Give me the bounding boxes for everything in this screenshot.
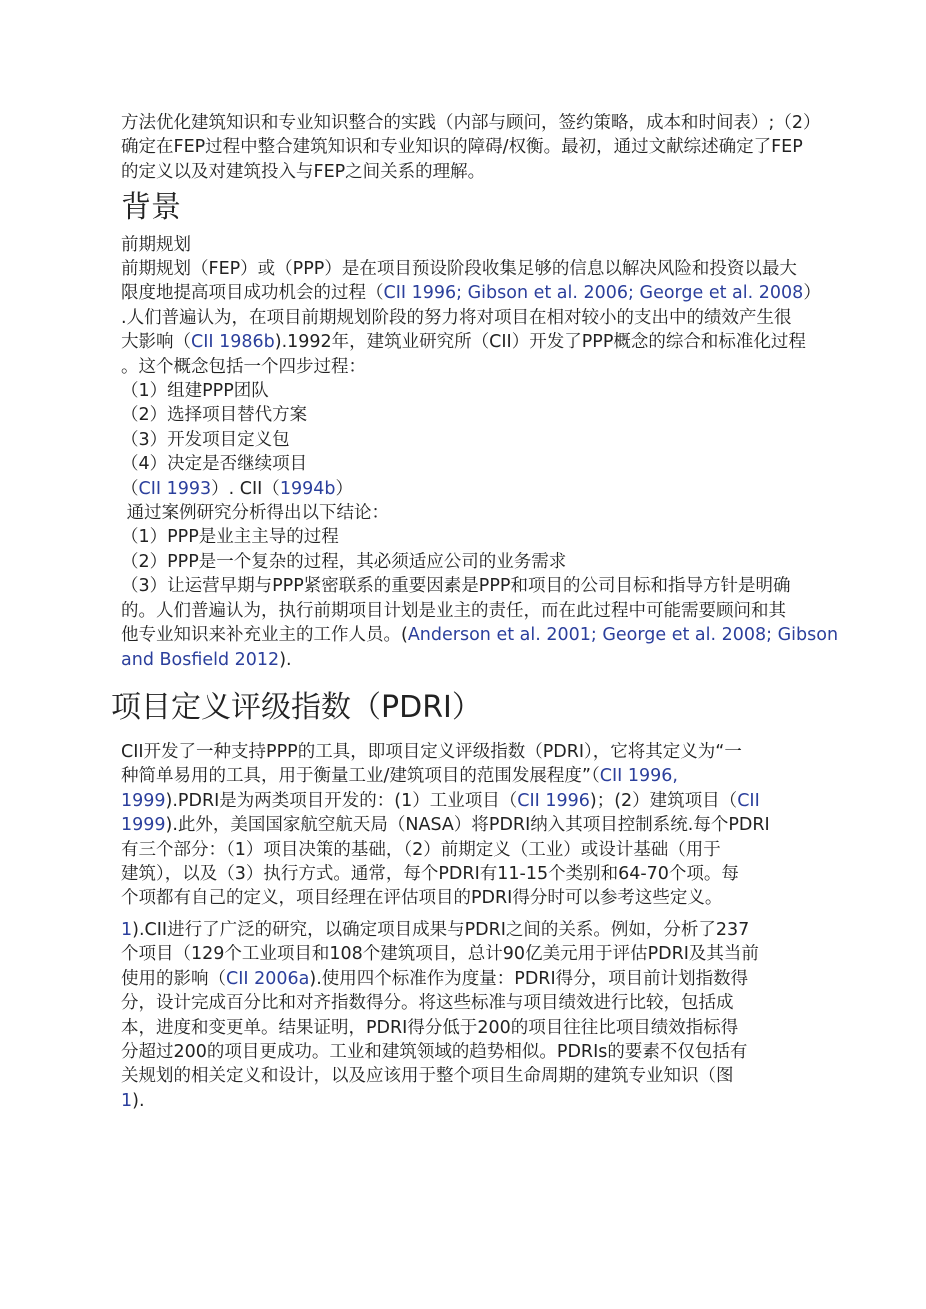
- step-item: （4）决定是否继续项目: [121, 454, 308, 475]
- text-run: 限度地提高项目成功机会的过程（: [121, 283, 384, 304]
- text-run: ).: [132, 1090, 145, 1111]
- body-line: 的。人们普遍认为，执行前期项目计划是业主的责任，而在此过程中可能需要顾问和其: [121, 600, 786, 621]
- body-line: 。这个概念包括一个四步过程：: [121, 356, 366, 377]
- body-line: [121, 813, 781, 837]
- body-line: [121, 764, 781, 788]
- intro-paragraph: [121, 111, 851, 184]
- text-run: ).此外，美国国家航空航天局（NASA）将PDRI纳入其项目控制系统.每个PDRI: [165, 815, 770, 836]
- body-line: [121, 648, 851, 672]
- citation-link[interactable]: 1999: [121, 790, 166, 811]
- intro-line: 确定在FEP过程中整合建筑知识和专业知识的障碍/权衡。最初，通过文献综述确定了FEP: [121, 137, 803, 158]
- body-line: [121, 1089, 781, 1113]
- text-run: ）. CII（: [211, 478, 280, 499]
- citation-link[interactable]: CII 1996: [517, 790, 590, 811]
- intro-line: 方法优化建筑知识和专业知识整合的实践（内部与顾问，签约策略，成本和时间表）;（2）: [121, 113, 821, 133]
- body-line: 关规划的相关定义和设计，以及应该用于整个项目生命周期的建筑专业知识（图: [121, 1066, 734, 1087]
- text-run: 他专业知识来补充业主的工作人员。(: [121, 625, 408, 646]
- text-run: ).PDRI是为两类项目开发的：(1）工业项目（: [165, 790, 518, 811]
- text-run: ).使用四个标准作为度量：PDRI得分，项目前计划指数得: [309, 968, 749, 989]
- citation-link[interactable]: 1994b: [279, 478, 336, 499]
- body-line: .人们普遍认为，在项目前期规划阶段的努力将对项目在相对较小的支出中的绩效产生很: [121, 307, 792, 328]
- body-line: [121, 330, 851, 354]
- body-line: 前期规划（FEP）或（PPP）是在项目预设阶段收集足够的信息以解决风险和投资以最大: [121, 259, 797, 279]
- text-run: 使用的影响（: [121, 968, 226, 989]
- body-line: [121, 623, 851, 647]
- source-line: [121, 477, 851, 501]
- text-run: ).CII进行了广泛的研究，以确定项目成果与PDRI之间的关系。例如，分析了237: [132, 920, 750, 940]
- citation-link[interactable]: 1: [121, 920, 133, 940]
- conclusion-item: （2）PPP是一个复杂的过程，其必须适应公司的业务需求: [121, 551, 567, 572]
- conclusion-item: （1）PPP是业主主导的过程: [121, 527, 339, 548]
- background-heading: 背景: [121, 190, 181, 225]
- text-run: ).: [279, 649, 292, 670]
- text-run: （: [121, 478, 139, 499]
- body-line: 分，设计完成百分比和对齐指数得分。将这些标准与项目绩效进行比较，包括成: [121, 993, 734, 1014]
- citation-link[interactable]: and Bosfield 2012: [121, 649, 280, 670]
- text-run: )；(2）建筑项目（: [589, 790, 738, 811]
- pdri-heading: 项目定义评级指数（PDRI）: [111, 690, 482, 725]
- citation-link[interactable]: 1999: [121, 815, 166, 836]
- body-line: 个项目（129个工业项目和108个建筑项目，总计90亿美元用于评估PDRI及其当前: [121, 944, 759, 965]
- body-line: 分超过200的项目更成功。工业和建筑领域的趋势相似。PDRIs的要素不仅包括有: [121, 1042, 748, 1063]
- pdri-paragraph-1: [121, 740, 781, 911]
- body-line: CII开发了一种支持PPP的工具，即项目定义评级指数（PDRI），它将其定义为“一: [121, 742, 742, 762]
- case-intro: 通过案例研究分析得出以下结论：: [121, 503, 390, 524]
- text-run: ).1992年，建筑业研究所（CII）开发了PPP概念的综合和标准化过程: [274, 332, 806, 353]
- body-line: 本，进度和变更单。结果证明，PDRI得分低于200的项目往往比项目绩效指标得: [121, 1017, 739, 1038]
- intro-line: 的定义以及对建筑投入与FEP之间关系的理解。: [121, 161, 486, 182]
- citation-link[interactable]: Anderson et al. 2001; George et al. 2008; Gibson: [407, 625, 839, 646]
- background-subheading: 前期规划: [121, 235, 191, 255]
- citation-link[interactable]: CII 1996,: [599, 766, 678, 787]
- citation-link[interactable]: 1: [121, 1090, 133, 1111]
- text-run: ）: [335, 478, 353, 499]
- text-run: 大影响（: [121, 332, 191, 353]
- step-item: （2）选择项目替代方案: [121, 405, 308, 426]
- text-run: ）: [803, 283, 821, 304]
- body-line: [121, 967, 781, 991]
- body-line: 个项都有自己的定义，项目经理在评估项目的PDRI得分时可以参考这些定义。: [121, 888, 723, 909]
- citation-link[interactable]: CII 1986b: [191, 332, 275, 353]
- step-item: （1）组建PPP团队: [121, 381, 269, 402]
- body-line: 建筑），以及（3）执行方式。通常，每个PDRI有11-15个类别和64-70个项。每: [121, 864, 739, 885]
- citation-link[interactable]: CII 2006a: [226, 968, 310, 989]
- text-run: 种简单易用的工具，用于衡量工业/建筑项目的范围发展程度”（: [121, 766, 600, 787]
- body-line: [121, 281, 851, 305]
- citation-link[interactable]: CII 1996; Gibson et al. 2006; George et al. 2008: [383, 283, 804, 304]
- body-line: [121, 789, 781, 813]
- conclusion-item: （3）让运营早期与PPP紧密联系的重要因素是PPP和项目的公司目标和指导方针是明确: [121, 576, 791, 597]
- citation-link[interactable]: CII: [737, 790, 760, 811]
- body-line: [121, 918, 781, 942]
- background-body: [121, 257, 851, 672]
- citation-link[interactable]: CII 1993: [138, 478, 212, 499]
- pdri-paragraph-2: [121, 918, 781, 1113]
- body-line: 有三个部分：（1）项目决策的基础，（2）前期定义（工业）或设计基础（用于: [121, 839, 721, 860]
- step-item: （3）开发项目定义包: [121, 429, 290, 450]
